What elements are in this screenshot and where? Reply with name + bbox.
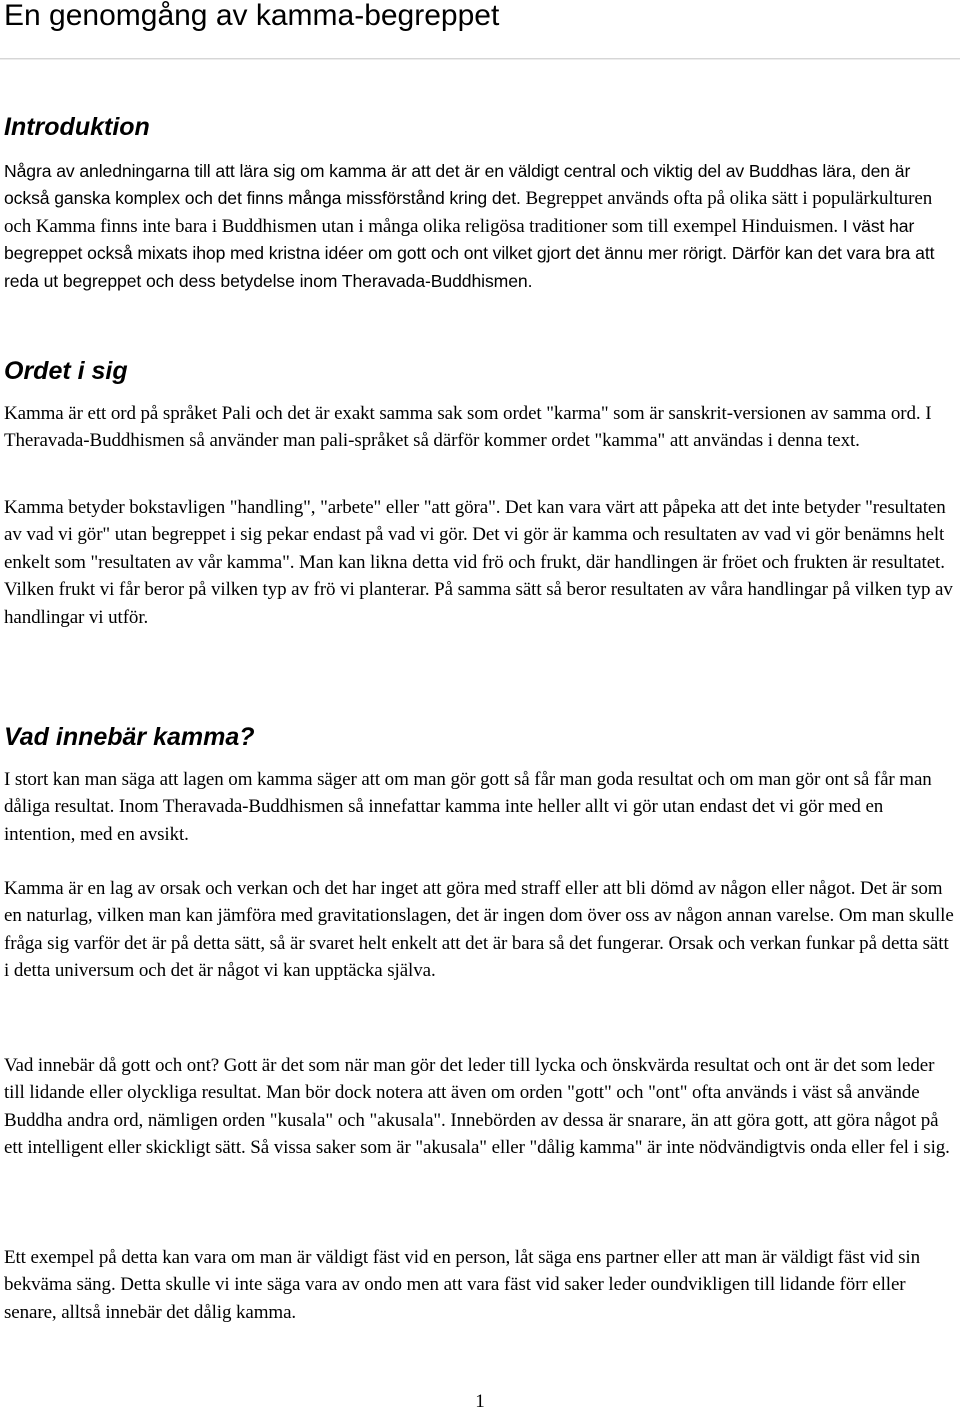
- document-title: En genomgång av kamma-begreppet: [4, 0, 500, 32]
- title-divider: [0, 58, 960, 60]
- intro-paragraph-text-c: Därför kan det vara bra att reda ut begreppet och dess betydelse inom Theravada-Buddhismen.: [4, 243, 935, 291]
- intro-paragraph: [4, 158, 956, 295]
- innebar-paragraph-2: Kamma är en lag av orsak och verkan och det har inget att göra med straff eller att bli dömd av någon eller något. Det är som en naturlag, vilken man kan jämföra med gravitationslagen, det är ingen dom över oss av någon annan varelse. Om man skulle fråga sig varför det är på detta sätt, så är svaret helt enkelt att det är bara så det fungerar. Orsak och verkan funkar på detta sätt i detta universum och det är något vi kan upptäcka själva.: [4, 878, 954, 982]
- intro-paragraph-text-b: I väst har begreppet också mixats ihop med kristna idéer om gott och ont vilket gjort det ännu mer rörigt.: [4, 215, 915, 264]
- ordet-paragraph-2: Kamma betyder bokstavligen "handling", "arbete" eller "att göra". Det kan vara värt att påpeka att det inte betyder "resultaten av vad vi gör" utan begreppet i sig pekar endast på vad vi gör. Det vi gör är kamma och resultaten av vad vi gör benämns helt enkelt som "resultaten av vår kamma". Man kan likna detta vid frö och frukt, där handlingen är fröet och frukten är resultatet. Vilken frukt vi får beror på vilken typ av frö vi planterar. På samma sätt så beror resultaten av våra handlingar på vilken typ av handlingar vi utför.: [4, 497, 953, 628]
- section-heading-vad-innebar-kamma: Vad innebär kamma?: [4, 723, 255, 751]
- innebar-paragraph-1: I stort kan man säga att lagen om kamma säger att om man gör gott så får man goda resultat och om man gör ont så får man dåliga resultat. Inom Theravada-Buddhismen så innefattar kamma inte heller allt vi gör utan endast det vi gör med en intention, med en avsikt.: [4, 769, 932, 845]
- section-heading-ordet-i-sig: Ordet i sig: [4, 357, 128, 385]
- ordet-paragraph-1: Kamma är ett ord på språket Pali och det är exakt samma sak som ordet "karma" som är sanskrit-versionen av samma ord. I Theravada-Buddhismen så använder man pali-språket så därför kommer ordet "kamma" att användas i denna text.: [4, 403, 932, 452]
- intro-paragraph-text-a: Begreppet används ofta på olika sätt i populärkulturen och Kamma finns inte bara i Buddhismen utan i många olika religösa traditioner som till exempel Hinduismen.: [4, 188, 933, 237]
- section-heading-introduktion: Introduktion: [4, 113, 150, 141]
- page-number: 1: [475, 1391, 485, 1412]
- intro-paragraph-sans-text: Några av anledningarna till att lära sig om kamma är att det är en väldigt central och viktig del av Buddhas lära, den är också ganska komplex och det finns många missförstånd kring det.: [4, 161, 911, 209]
- innebar-paragraph-3: Vad innebär då gott och ont? Gott är det som när man gör det leder till lycka och önskvärda resultat och ont är det som leder till lidande eller olyckliga resultat. Man bör dock notera att även om orden "gott" och "ont" ofta används i väst så använde Buddha andra ord, nämligen orden "kusala" och "akusala". Innebörden av dessa är snarare, än att göra gott, att göra något på ett intelligent eller skickligt sätt. Så vissa saker som är "akusala" eller "dålig kamma" är inte nödvändigtvis onda eller fel i sig.: [4, 1055, 950, 1159]
- innebar-paragraph-4: Ett exempel på detta kan vara om man är väldigt fäst vid en person, låt säga ens partner eller att man är väldigt fäst vid sin bekväma säng. Detta skulle vi inte säga vara av ondo men att vara fäst vid saker leder oundvikligen till lidande förr eller senare, alltså innebär det dålig kamma.: [4, 1247, 920, 1323]
